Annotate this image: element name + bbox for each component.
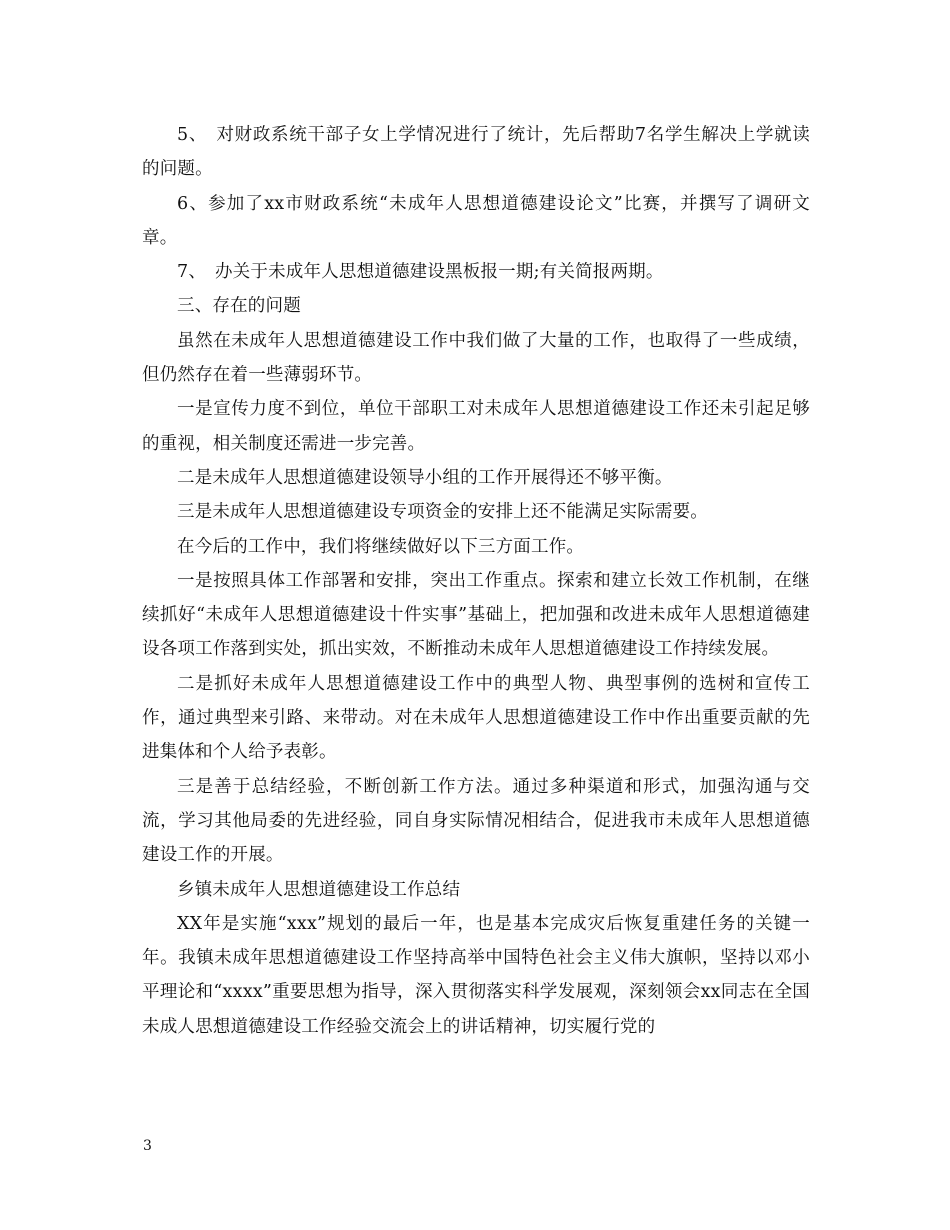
paragraph-problem-1: 一是宣传力度不到位，单位干部职工对未成年人思想道德建设工作还未引起足够的重视，相关制度还需进一步完善。 <box>142 399 810 454</box>
paragraph-item-7: 7、 办关于未成年人思想道德建设黑板报一期;有关简报两期。 <box>177 262 664 283</box>
paragraph-future-3: 三是善于总结经验，不断创新工作方法。通过多种渠道和形式，加强沟通与交流，学习其他局委的先进经验，同自身实际情况相结合，促进我市未成年人思想道德建设工作的开展。 <box>142 776 810 866</box>
paragraph-item-5: 5、 对财政系统干部子女上学情况进行了统计，先后帮助7名学生解决上学就读的问题。 <box>142 125 810 180</box>
section-heading-problems: 三、存在的问题 <box>177 296 301 317</box>
paragraph-problem-3: 三是未成年人思想道德建设专项资金的安排上还不能满足实际需要。 <box>177 502 708 523</box>
paragraph-item-6: 6、参加了xx市财政系统“未成年人思想道德建设论文”比赛，并撰写了调研文章。 <box>142 193 810 248</box>
paragraph-problems-intro: 虽然在未成年人思想道德建设工作中我们做了大量的工作，也取得了一些成绩，但仍然存在着一些薄弱环节。 <box>142 330 810 386</box>
paragraph-problem-2: 二是未成年人思想道德建设领导小组的工作开展得还不够平衡。 <box>177 467 673 488</box>
paragraph-future-intro: 在今后的工作中，我们将继续做好以下三方面工作。 <box>177 536 585 557</box>
paragraph-future-2: 二是抓好未成年人思想道德建设工作中的典型人物、典型事例的选树和宣传工作，通过典型来引路、来带动。对在未成年人思想道德建设工作中作出重要贡献的先进集体和个人给予表彰。 <box>142 673 810 763</box>
page-number: 3 <box>143 1138 152 1154</box>
paragraph-future-1: 一是按照具体工作部署和安排，突出工作重点。探索和建立长效工作机制，在继续抓好“未成年人思想道德建设十件实事”基础上，把加强和改进未成年人思想道德建设各项工作落到实处，抓出实效，不断推动未成年人思想道德建设工作持续发展。 <box>142 570 810 660</box>
section-title-township-summary: 乡镇未成年人思想道德建设工作总结 <box>177 879 461 900</box>
paragraph-township-intro: XX年是实施“xxx”规划的最后一年，也是基本完成灾后恢复重建任务的关键一年。我镇未成年思想道德建设工作坚持高举中国特色社会主义伟大旗帜，坚持以邓小平理论和“xxxx”重要思想为指导，深入贯彻落实科学发展观，深刻领会xx同志在全国未成人思想道德建设工作经验交流会上的讲话精神，切实履行党的 <box>142 913 810 1037</box>
document-body <box>142 118 810 1044</box>
